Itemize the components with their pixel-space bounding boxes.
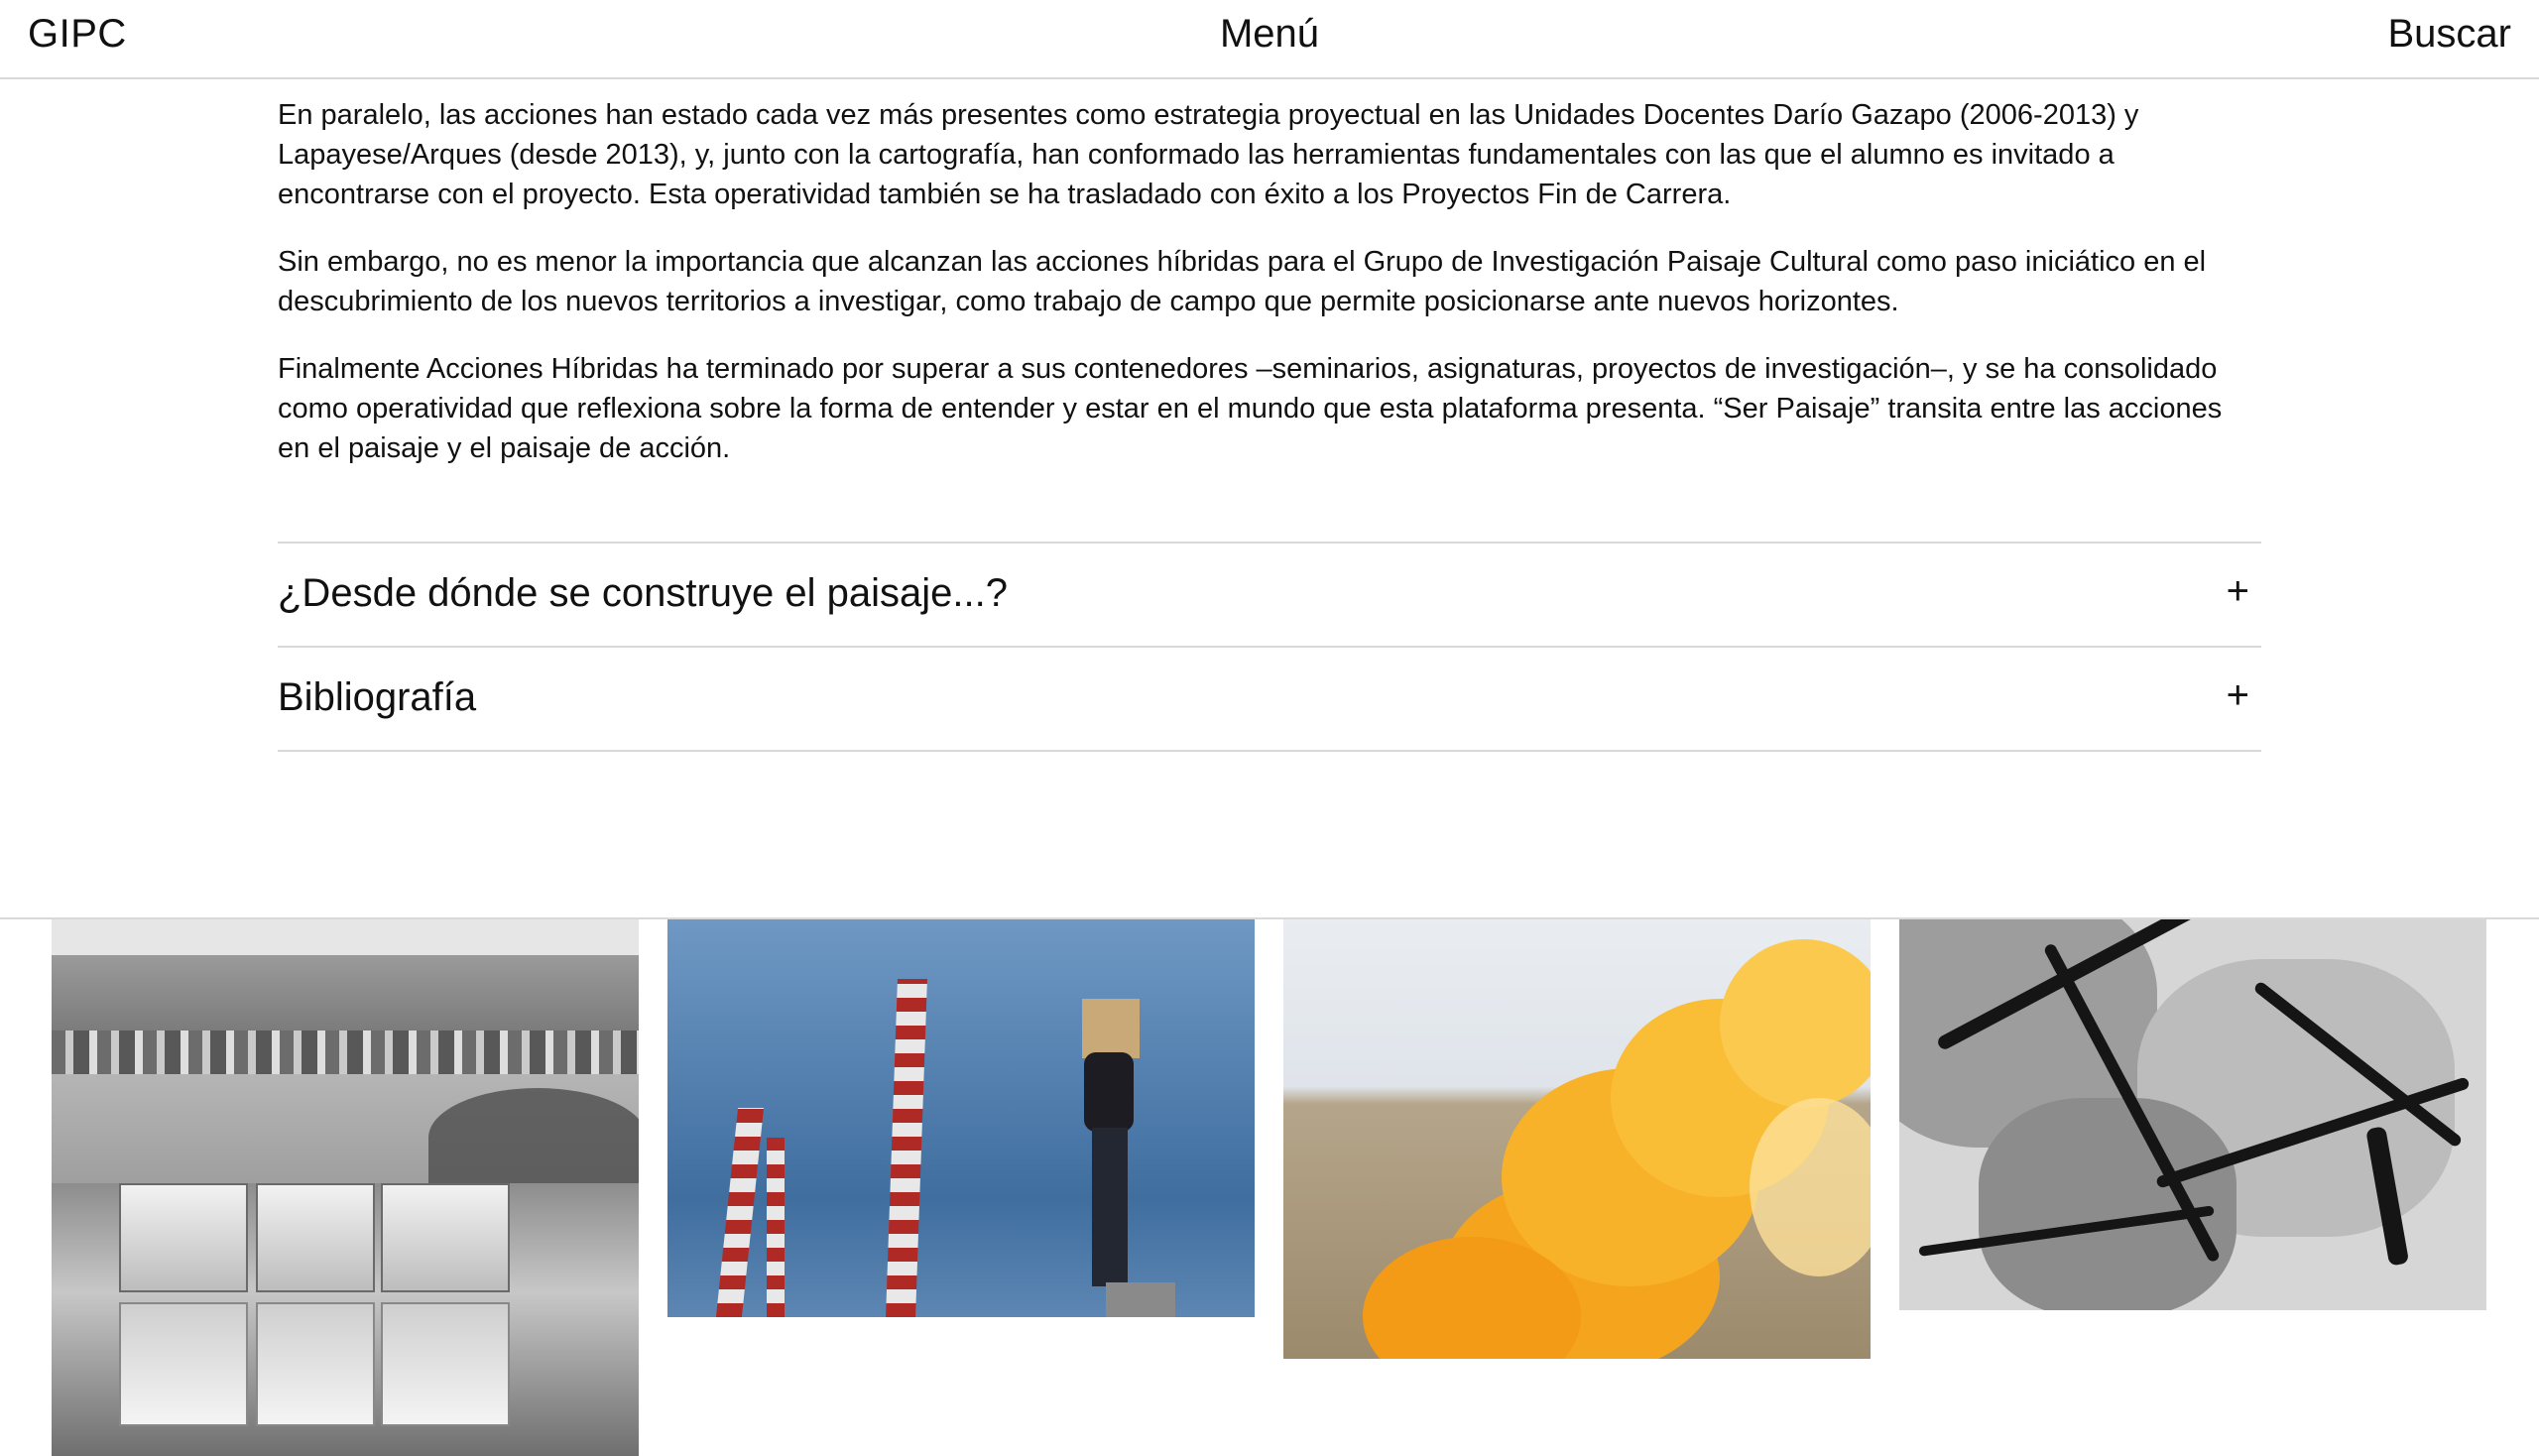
image-tower [716, 1108, 764, 1317]
menu-container [0, 12, 2539, 57]
accordion-item-origen-paisaje[interactable] [278, 544, 2261, 648]
image-tower [767, 1138, 785, 1317]
plus-icon[interactable]: + [2226, 569, 2249, 613]
image-figure [1084, 1052, 1134, 1132]
menu-button[interactable]: Menú [1219, 12, 1320, 56]
paragraph: Sin embargo, no es menor la importancia que alcanzan las acciones híbridas para el Grupo de Investigación Paisaje Cultural como paso iniciático en el descubrimiento de los nuevos territorios a investigar, como trabajo de campo que permite posicionarse ante nuevos horizontes. [278, 246, 2207, 317]
paragraph: En paralelo, las acciones han estado cada vez más presentes como estrategia proyectual en las Unidades Docentes Darío Gazapo (2006-2013) y Lapayese/Arques (desde 2013), y, junto con la cartografía, han conformado las herramientas fundamentales con las que el alumno es invitado a encontrarse con el proyecto. Esta operatividad también se ha trasladado con éxito a los Proyectos Fin de Carrera. [278, 99, 2139, 210]
image-tower [886, 979, 927, 1317]
gallery-image-orange-smoke[interactable] [1283, 919, 1871, 1359]
image-sky [52, 919, 639, 955]
image-hill [52, 955, 639, 1031]
image-box [1082, 999, 1140, 1058]
paragraph: Finalmente Acciones Híbridas ha terminado por superar a sus contenedores –seminarios, asignaturas, proyectos de investigación–, y se ha consolidado como operatividad que reflexiona sobre la forma de entender y estar en el mundo que esta plataforma presenta. “Ser Paisaje” transita entre las acciones en el paisaje y el paisaje de acción. [278, 353, 2223, 464]
accordion-item-bibliografia[interactable] [278, 648, 2261, 752]
image-mirror [119, 1183, 248, 1292]
accordion-title: ¿Desde dónde se construye el paisaje...? [278, 571, 1008, 615]
plus-icon[interactable]: + [2226, 673, 2249, 717]
image-bush [428, 1088, 639, 1187]
article-body [278, 95, 2261, 496]
image-figure-legs [1092, 1128, 1128, 1286]
search-button[interactable]: Buscar [2387, 12, 2511, 56]
site-logo[interactable]: GIPC [28, 12, 127, 56]
accordion [278, 542, 2261, 752]
image-mirror-reflection [119, 1302, 248, 1426]
gallery-image-towers[interactable] [667, 919, 1255, 1317]
image-mirror [256, 1183, 375, 1292]
image-mirror [381, 1183, 510, 1292]
image-gallery [0, 919, 2539, 1456]
top-bar [0, 0, 2539, 79]
image-shade [1979, 1098, 2237, 1310]
image-rocks [52, 1031, 639, 1074]
image-pedestal [1106, 1282, 1175, 1317]
gallery-image-mirrors[interactable] [52, 919, 639, 1456]
image-smoke [1750, 1098, 1871, 1276]
image-mirror-reflection [256, 1302, 375, 1426]
image-mirror-reflection [381, 1302, 510, 1426]
gallery-image-abstract-drawing[interactable] [1899, 919, 2486, 1310]
accordion-title: Bibliografía [278, 675, 477, 719]
